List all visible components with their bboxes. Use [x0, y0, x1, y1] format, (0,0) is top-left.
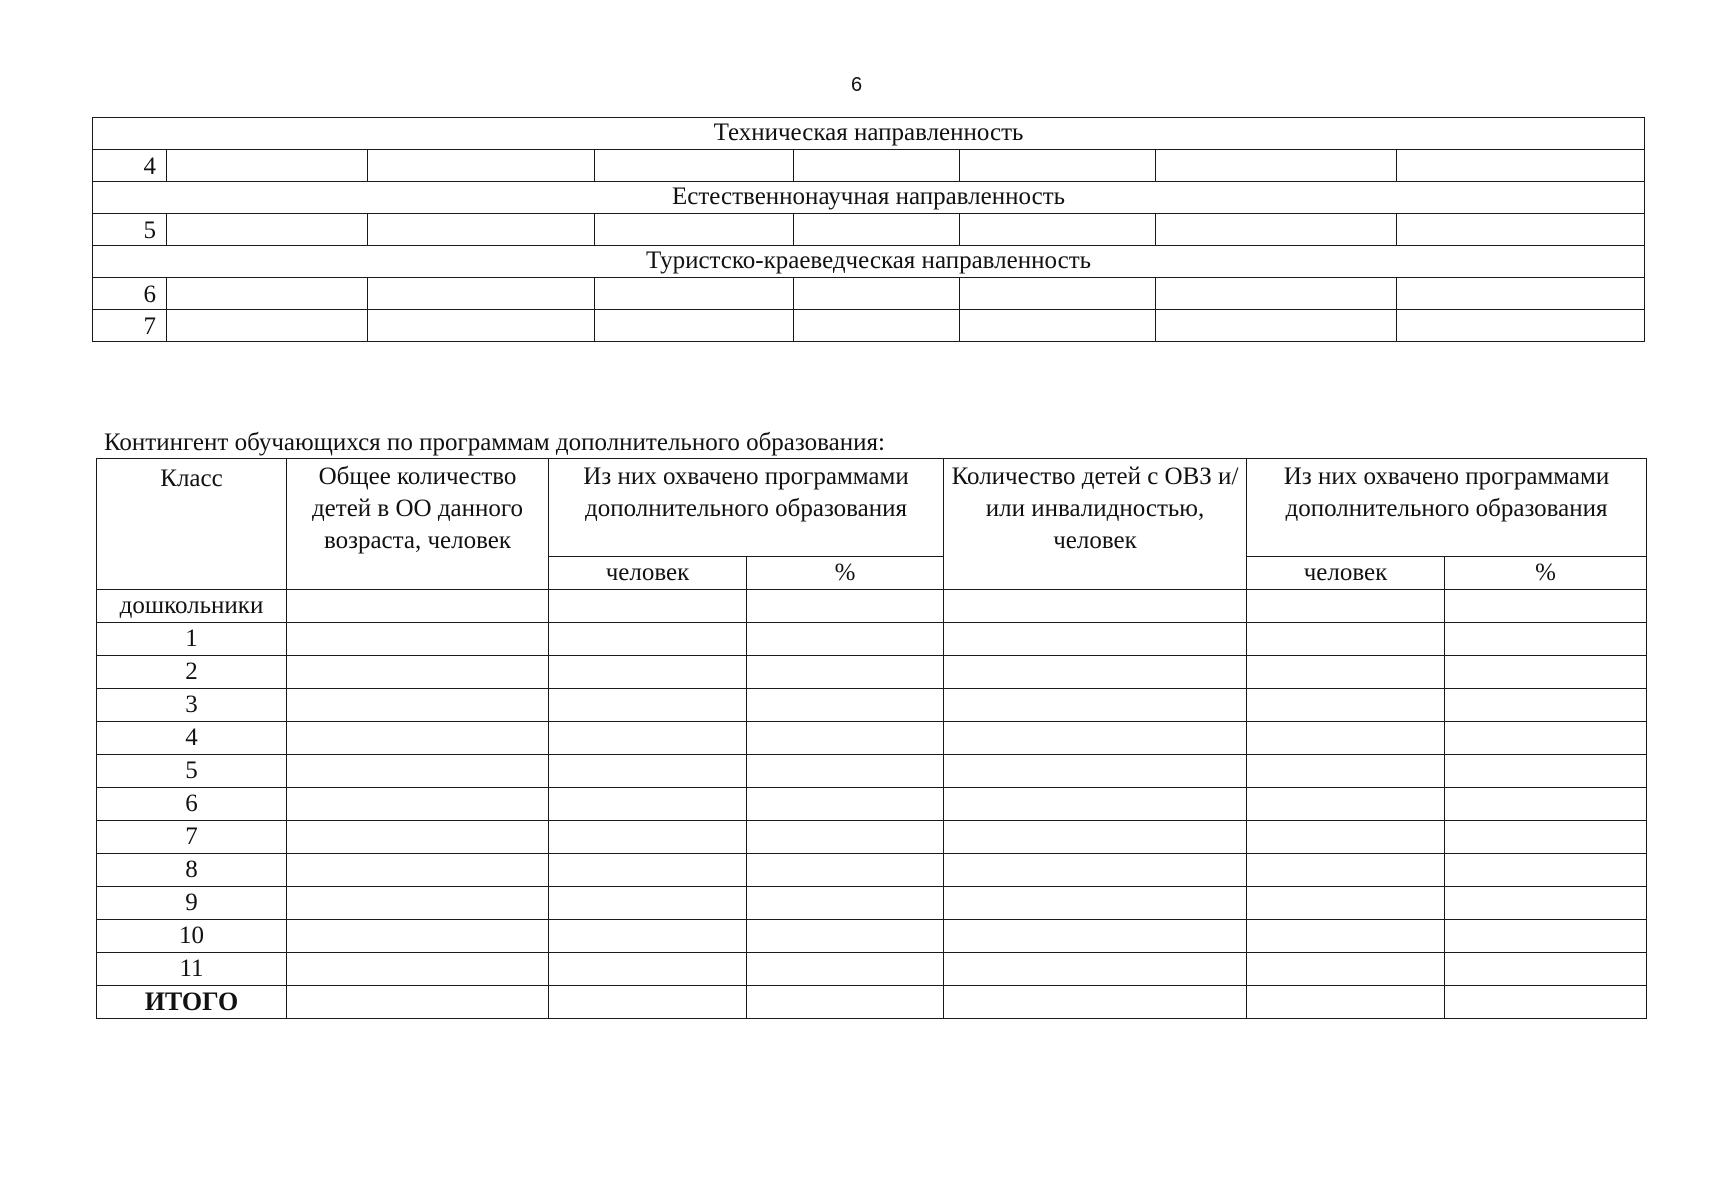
table-cell[interactable] [287, 821, 549, 854]
table-cell[interactable] [747, 986, 944, 1019]
table-cell[interactable] [549, 689, 747, 722]
table-cell[interactable] [1445, 821, 1647, 854]
table-cell[interactable] [1445, 887, 1647, 920]
table-cell[interactable] [549, 722, 747, 755]
table-cell[interactable] [368, 214, 595, 246]
table-cell[interactable] [1156, 150, 1397, 182]
table-cell[interactable] [1397, 278, 1645, 310]
table-cell[interactable] [167, 214, 368, 246]
table-cell[interactable] [595, 214, 794, 246]
table-cell[interactable] [944, 689, 1247, 722]
table-cell[interactable] [549, 854, 747, 887]
header-covered-group: Из них охвачено программами дополнительного образования [549, 459, 944, 557]
row-number: 7 [93, 310, 167, 342]
subheader-percent-ovz: % [1445, 557, 1647, 590]
table-cell[interactable] [287, 887, 549, 920]
subheader-percent: % [747, 557, 944, 590]
class-label: 5 [97, 755, 287, 788]
header-total-children: Общее количество детей в ОО данного возраста, человек [287, 459, 549, 590]
table-cell[interactable] [1445, 656, 1647, 689]
table-row [93, 150, 1645, 182]
table-cell[interactable] [1445, 953, 1647, 986]
table-cell[interactable] [747, 590, 944, 623]
table-cell[interactable] [287, 854, 549, 887]
table-row [97, 722, 1647, 755]
table-cell[interactable] [1445, 623, 1647, 656]
table-cell[interactable] [549, 590, 747, 623]
table-cell[interactable] [944, 590, 1247, 623]
table-cell[interactable] [1397, 214, 1645, 246]
class-label: 9 [97, 887, 287, 920]
table-cell[interactable] [1397, 310, 1645, 342]
section-header-row [93, 182, 1645, 214]
contingent-table [96, 458, 1647, 1019]
table-cell[interactable] [1247, 821, 1445, 854]
table-cell[interactable] [944, 854, 1247, 887]
table-row [93, 214, 1645, 246]
table-cell[interactable] [1445, 986, 1647, 1019]
table-cell[interactable] [944, 953, 1247, 986]
table-cell[interactable] [1247, 986, 1445, 1019]
table-cell[interactable] [944, 722, 1247, 755]
table-cell[interactable] [960, 150, 1156, 182]
table-cell[interactable] [747, 821, 944, 854]
table-cell[interactable] [368, 150, 595, 182]
directions-table [92, 117, 1645, 342]
table-cell[interactable] [287, 722, 549, 755]
table-cell[interactable] [287, 656, 549, 689]
table-cell[interactable] [1247, 953, 1445, 986]
table-cell[interactable] [747, 755, 944, 788]
table-cell[interactable] [549, 953, 747, 986]
table-row [97, 854, 1647, 887]
header-class: Класс [97, 459, 287, 590]
table-cell[interactable] [1247, 854, 1445, 887]
table-cell[interactable] [944, 656, 1247, 689]
table-cell[interactable] [549, 788, 747, 821]
table-cell[interactable] [1247, 623, 1445, 656]
table-cell[interactable] [960, 214, 1156, 246]
class-label: 6 [97, 788, 287, 821]
table-cell[interactable] [1247, 689, 1445, 722]
page-number: 6 [850, 74, 863, 96]
table-cell[interactable] [944, 623, 1247, 656]
section-title: Естественнонаучная направленность [93, 182, 1645, 214]
table-cell[interactable] [1445, 788, 1647, 821]
table-cell[interactable] [287, 590, 549, 623]
table-cell[interactable] [287, 788, 549, 821]
table-cell[interactable] [368, 278, 595, 310]
table-cell[interactable] [960, 310, 1156, 342]
table-cell[interactable] [1445, 854, 1647, 887]
table-row [97, 656, 1647, 689]
table-cell[interactable] [595, 150, 794, 182]
table-cell[interactable] [1156, 310, 1397, 342]
table-cell[interactable] [794, 150, 960, 182]
table-row [97, 953, 1647, 986]
table-cell[interactable] [287, 755, 549, 788]
table-cell[interactable] [794, 278, 960, 310]
table-cell[interactable] [595, 278, 794, 310]
row-number: 6 [93, 278, 167, 310]
table-cell[interactable] [549, 986, 747, 1019]
table-cell[interactable] [944, 821, 1247, 854]
table-cell[interactable] [549, 623, 747, 656]
table-cell[interactable] [1445, 920, 1647, 953]
subheader-people-ovz: человек [1247, 557, 1445, 590]
table-cell[interactable] [1247, 656, 1445, 689]
table-cell[interactable] [944, 920, 1247, 953]
class-label: 11 [97, 953, 287, 986]
table-cell[interactable] [1445, 689, 1647, 722]
table-cell[interactable] [167, 310, 368, 342]
table-cell[interactable] [1156, 278, 1397, 310]
table-cell[interactable] [1445, 590, 1647, 623]
table-cell[interactable] [549, 887, 747, 920]
table-row [93, 278, 1645, 310]
table-cell[interactable] [549, 755, 747, 788]
table-cell[interactable] [1247, 887, 1445, 920]
section-header-row [93, 118, 1645, 150]
table-cell[interactable] [747, 788, 944, 821]
table-row [97, 623, 1647, 656]
table-cell[interactable] [1445, 755, 1647, 788]
table-cell[interactable] [287, 953, 549, 986]
class-label: 3 [97, 689, 287, 722]
table-cell[interactable] [944, 788, 1247, 821]
table-cell[interactable] [1247, 590, 1445, 623]
table-cell[interactable] [794, 214, 960, 246]
class-label: 2 [97, 656, 287, 689]
table-cell[interactable] [287, 986, 549, 1019]
table-cell[interactable] [747, 854, 944, 887]
table-cell[interactable] [747, 722, 944, 755]
table-cell[interactable] [1397, 150, 1645, 182]
class-label: 8 [97, 854, 287, 887]
table-cell[interactable] [287, 689, 549, 722]
row-number: 4 [93, 150, 167, 182]
table-row [93, 310, 1645, 342]
table-cell[interactable] [747, 920, 944, 953]
table-cell[interactable] [747, 953, 944, 986]
table-cell[interactable] [747, 887, 944, 920]
class-label: 1 [97, 623, 287, 656]
total-row [97, 986, 1647, 1019]
header-ovz-children: Количество детей с ОВЗ и/или инвалидностью, человек [944, 459, 1247, 590]
table-row [97, 689, 1647, 722]
table-cell[interactable] [287, 920, 549, 953]
table-cell[interactable] [944, 986, 1247, 1019]
header-covered-group-ovz: Из них охвачено программами дополнительного образования [1247, 459, 1647, 557]
table-row [97, 887, 1647, 920]
table-cell[interactable] [944, 755, 1247, 788]
table-cell[interactable] [1445, 722, 1647, 755]
contingent-caption: Контингент обучающихся по программам дополнительного образования: [104, 429, 885, 456]
class-label: дошкольники [97, 590, 287, 623]
table-cell[interactable] [944, 887, 1247, 920]
table-row [97, 755, 1647, 788]
table-cell[interactable] [747, 623, 944, 656]
table-cell[interactable] [747, 689, 944, 722]
table-cell[interactable] [167, 150, 368, 182]
table-cell[interactable] [549, 920, 747, 953]
total-label: ИТОГО [97, 986, 287, 1019]
table-cell[interactable] [1247, 722, 1445, 755]
class-label: 10 [97, 920, 287, 953]
table-row [97, 920, 1647, 953]
section-title: Техническая направленность [93, 118, 1645, 150]
class-label: 7 [97, 821, 287, 854]
table-row [97, 590, 1647, 623]
table-cell[interactable] [747, 656, 944, 689]
table-cell[interactable] [549, 821, 747, 854]
class-label: 4 [97, 722, 287, 755]
table-cell[interactable] [595, 310, 794, 342]
table-cell[interactable] [794, 310, 960, 342]
table-cell[interactable] [368, 310, 595, 342]
row-number: 5 [93, 214, 167, 246]
subheader-people: человек [549, 557, 747, 590]
table-cell[interactable] [960, 278, 1156, 310]
table-cell[interactable] [549, 656, 747, 689]
section-title: Туристско-краеведческая направленность [93, 246, 1645, 278]
table-cell[interactable] [1247, 755, 1445, 788]
table-cell[interactable] [1156, 214, 1397, 246]
table-cell[interactable] [1247, 788, 1445, 821]
table-cell[interactable] [1247, 920, 1445, 953]
table-row [97, 788, 1647, 821]
table-cell[interactable] [167, 278, 368, 310]
table-row [97, 821, 1647, 854]
table-cell[interactable] [287, 623, 549, 656]
section-header-row [93, 246, 1645, 278]
header-row [97, 459, 1647, 557]
